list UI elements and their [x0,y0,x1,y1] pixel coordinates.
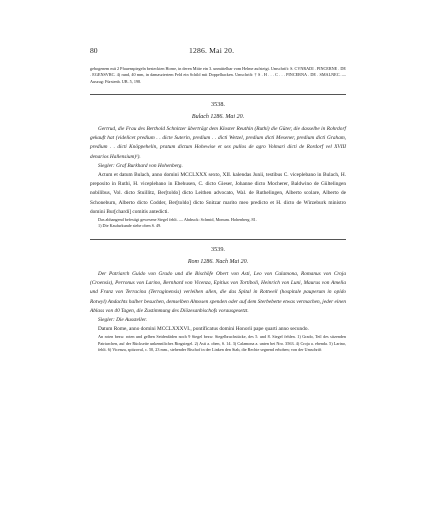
running-head: 1286. Mai 20. [189,46,235,55]
seal-note: Das abhangend befestigt gewesene Siegel fehlt. — Abdruck: Schmid, Monum. Hohenberg. 81. [98,216,257,222]
document-number: 3538. [211,100,225,108]
document-page [90,46,346,354]
document-body: Actum et datum Bulach, anno domini MCCLXXX sexto, XII. kalendas Junii, testibus C. viceplebano in Bulach, H. preposito in Ruthi, H. viceplebano in Ebehusen, C. dicto Gieser, Johanne dicto Mocherer, Baldwino de Gültelingen nobilibus, Vol. dicto Stuillitz, Ber[toldo] dicto Leithen advocato, Wal. de Ruthelingen, Alberto scolare, Alberto de Schoneburn, Alberto dicto Codder, Ber[toldo] dicto Snitzar marito meo predicto et H. dicto de Wirzeburk ministro domini Bur[chardi] comitis antedicti. [90,171,346,215]
document-dateline: Bulach 1286. Mai 20. [191,113,245,120]
page-header [90,46,346,58]
document-sealer: Siegler: Die Aussteller. [98,316,147,323]
document-body: Datum Rome, anno domini MCCLXXXVI., pontificatus domini Honorii pape quarti anno secundo. [98,326,309,333]
footnote: 1) Die Kaufurkunde siehe oben S. 49. [98,223,162,229]
document-dateline: Rom 1286. Nach Mai 20. [187,258,249,265]
document-regest: Gertrud, die Frau des Berthold Schnitzer überträgt dem Kloster Reuthin (Ruthi) die Güter, die dasselbe in Rohrdorf gekauft hat (videlicet predium . . dicte Suterin, predium . . dicti Wetzel, predium dicti Mesener, predium dicti Graham, predium . . dicti Knöppehelin, pratum dictum Hohewise et sex pullos de agro Volmari dicti de Rordorf vel XVIII denarios Hallensium)¹). [90,125,346,160]
page-number: 80 [90,46,98,55]
continued-footnote: gebogenem mit 2 Pfauenspiegeln besteckten Horne, in deren Mitte ein 3. unmittelbar vom Helme aufsteigt. Umschrift: S. CVNRADI . PINCERNE . DE . EGENSVRC. 4) rund, 40 mm, in damasziertem Feld ein Schild mit Doppelhacken. Umschrift: † S . H . . . C . . . PINCERNA . DE . SMALNEC. — Auszug: Fürstenb. UB. 5, 198. [90,66,346,84]
seal-note: An roten bezw. roten und gelben Seidenfäden noch 9 Siegel bezw. Siegelbruchstücke, des 5. und 8. Siegel fehlen. 1) Grado, Teil des sitzenden Patriarchen, auf der Rückseite unkenntliches Ringsiegel. 2) Asti a. oben, S. 14. 3) Calamona a. unten bei Nro. 3563. 4) Croja a. ebenda. 5) Larino, fehlt. 6) Vicenza, spitzoval, c. 50, 23 mm., stehender Bischof in der Linken den Stab, die Rechte segnend erhoben; von der Umschrift [98,334,346,353]
document-sealer: Siegler: Graf Burkhard von Hohenberg. [98,162,183,169]
document-number: 3539. [211,245,225,253]
document-regest: Der Patriarch Guido von Grado und die Bischöfe Obert von Asti, Leo von Calamona, Romanus von Croja (Croensis), Perronus von Larino, Bernhard von Vicenza, Epitius von Tortiboli, Heinrich von Luni, Maurus von Amelia und Franz von Terracina (Terraginensis) verleihen allen, die das Spital in Rottweil (hospitale pauperum in opido Rotwyl) Andachts halber besuchen, demselben Almosen spenden oder auf dem Sterbebette etwas vermachen, jeder einen Ablass von 40 Tagen, die Zustimmung des Diözesanbischofs vorausgesetzt. [90,270,346,314]
